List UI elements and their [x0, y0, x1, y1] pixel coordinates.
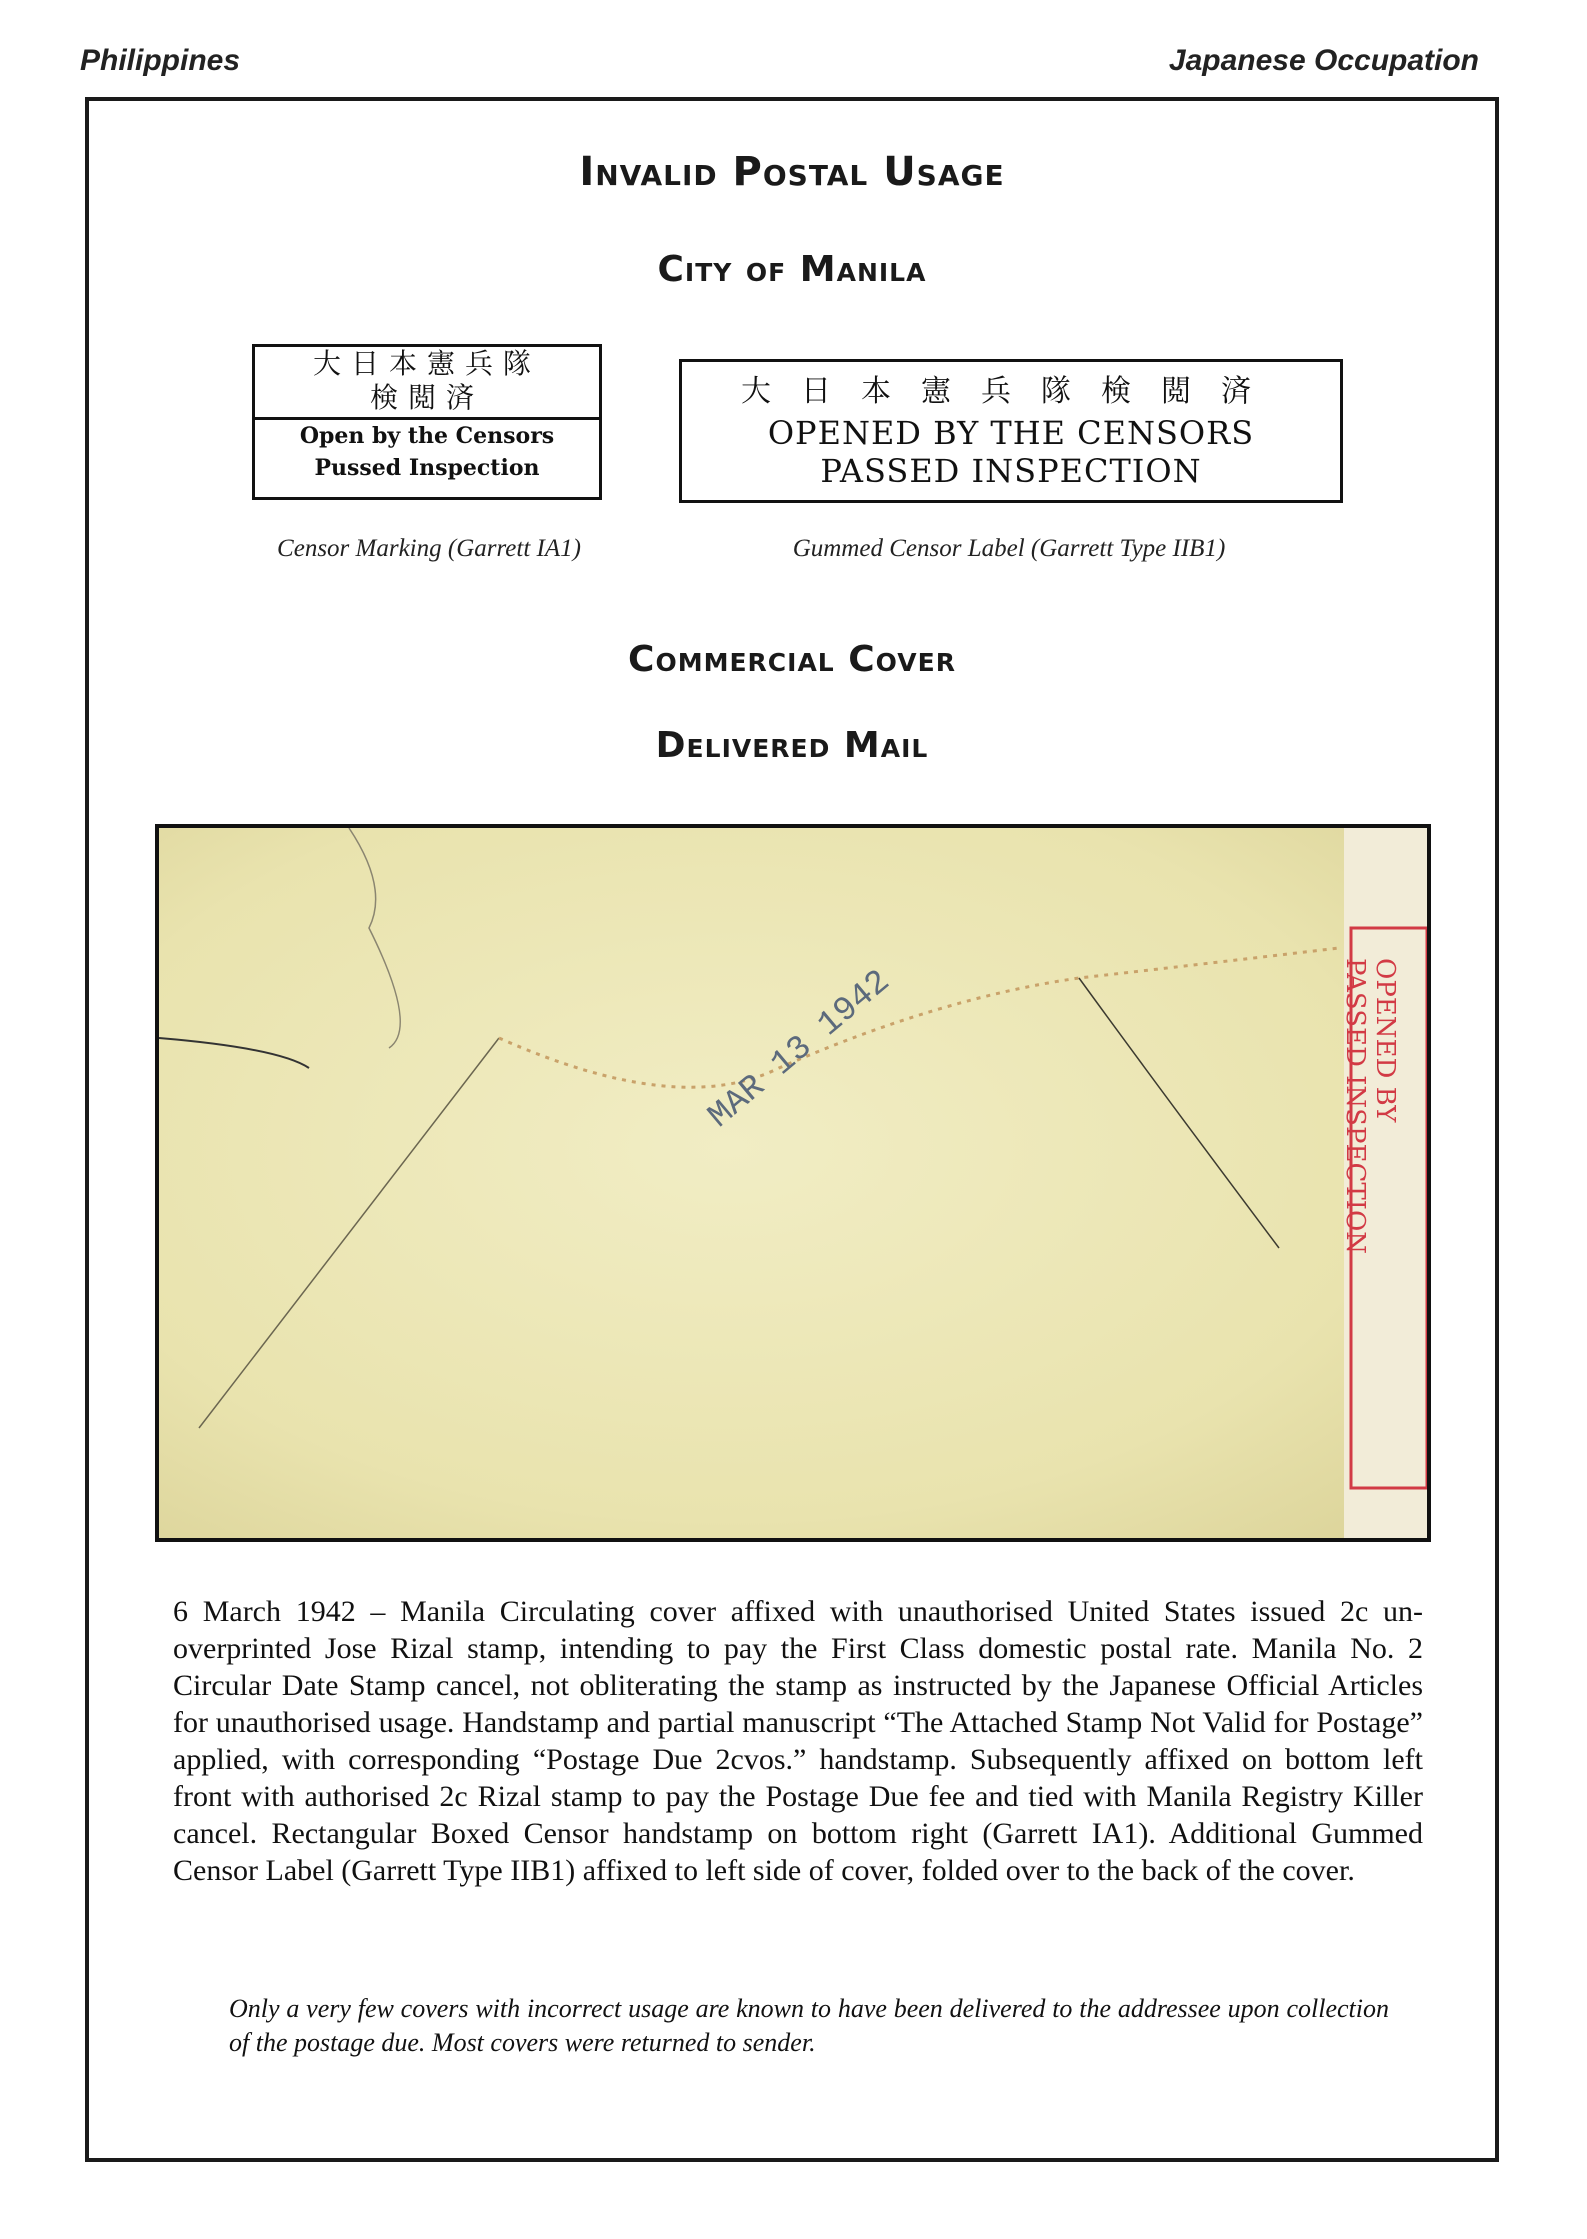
label-text-2: PASSED INSPECTION [1340, 958, 1370, 1255]
footnote: Only a very few covers with incorrect usage are known to have been delivered to the addressee upon collection of the postage due. Most covers were returned to sender. [229, 1994, 1389, 2057]
page-title: Invalid Postal Usage [579, 149, 1005, 195]
label-jp-line: 大日本憲兵隊検閲済 [741, 374, 1281, 409]
header-country: Philippines [80, 44, 241, 77]
label-text-1: OPENED BY [1370, 958, 1400, 1123]
delivery-status-heading: Delivered Mail [655, 725, 929, 766]
cover-type-heading: Commercial Cover [628, 639, 956, 680]
censor-label-box [679, 359, 1343, 503]
cover-photo [155, 824, 1431, 1542]
marking-en-line-1: Open by the Censors [299, 423, 555, 449]
censor-marking-caption: Censor Marking (Garrett IA1) [277, 535, 581, 562]
marking-en-line-2: Pussed Inspection [314, 455, 540, 481]
marking-jp-line-1: 大日本憲兵隊 [312, 347, 541, 380]
censor-label-caption: Gummed Censor Label (Garrett Type IIB1) [792, 535, 1226, 562]
envelope-paper [159, 828, 1427, 1538]
label-en-line-1: OPENED BY THE CENSORS [767, 414, 1255, 452]
postmark-date: MAR 13 1942 [701, 963, 898, 1137]
marking-jp-line-2: 検閲済 [369, 381, 484, 414]
city-heading: City of Manila [657, 249, 927, 290]
censor-marking-box [252, 344, 602, 500]
cover-illustration [159, 828, 1427, 1538]
page-frame [85, 97, 1499, 2162]
header-topic: Japanese Occupation [1168, 44, 1479, 77]
label-en-line-2: PASSED INSPECTION [820, 452, 1202, 490]
cover-description: 6 March 1942 – Manila Circulating cover affixed with unauthorised United States issued 2c un-overprinted Jose Rizal stamp, intending to pay the First Class domestic postal rate. Manila No. 2 Circular Date Stamp cancel, not obliterating the stamp as instructed by the Japanese Official Articles for unauthorised usage. Handstamp and partial manuscript “The Attached Stamp Not Valid for Postage” applied, with corresponding “Postage Due 2cvos.” handstamp. Subsequently affixed on bottom left front with authorised 2c Rizal stamp to pay the Postage Due fee and tied with Manila Registry Killer cancel. Rectangular Boxed Censor handstamp on bottom right (Garrett IA1). Additional Gummed Censor Label (Garrett Type IIB1) affixed to left side of cover, folded over to the back of the cover. [173, 1595, 1423, 1887]
